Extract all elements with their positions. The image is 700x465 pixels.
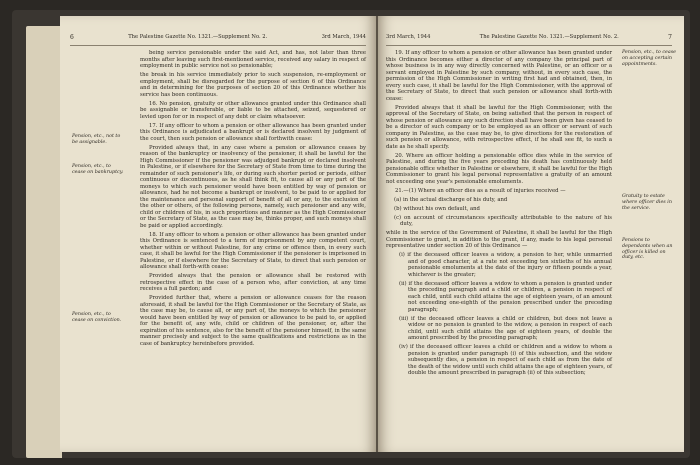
paragraph: the break in his service immediately prior to such suspension, re-employment or employment, shall be disregarded for the purpose of section 6 of this Ordinance and in determining for the purposes of section 20 of this Ordinance whether his service has been continuous.: [140, 72, 366, 98]
paragraph: 19. If any officer to whom a pension or other allowance has been granted under this Ordinance becomes either a director of any company the principal part of whose business is in any way directly concerned with Palestine, or an officer or a servant employed in Palestine by such company, without, in every such case, the permission of the High Commissioner in writing first had and obtained, then, in every such case, it shall be lawful for the High Commissioner, with the approval of the Secretary of State, to direct that such pension or allowance shall forth-with cease:: [386, 50, 612, 102]
sub-clause: (iii) if the deceased officer leaves a child or children, but does not leave a widow or no pension is granted to the widow, a pension in respect of each child, until such child attains the age of eighteen years, of double the amount prescribed by the preceding paragraph;: [399, 315, 612, 341]
paragraph: while in the service of the Government of Palestine, it shall be lawful for the High Commissioner to grant, in addition to the grant, if any, made to his legal personal representative under section 20 of this Ordinance —: [386, 230, 612, 249]
marginal-note: Pension, etc., to cease on bankruptcy.: [72, 164, 124, 175]
left-page: [60, 16, 376, 452]
sub-clause: (iv) if the deceased officer leaves a child or children and a widow to whom a pension is granted under paragraph (i) of this subsection, and the widow subsequently dies, a pension in respect of each child as from the date of the death of the widow until such child attains the age of eighteen years, of double the amount prescribed in paragraph (ii) of this subsection;: [399, 344, 612, 376]
paragraph: Provided always that, in any case where a pension or allowance ceases by reason of the bankruptcy or insolvency of the pensioner, it shall be lawful for the High Commissioner if the pensioner was adjudged bankrupt or declared insolvent in Palestine, or if elsewhere for the Secretary of State from time to time during the remainder of such pensioner's life, or during such shorter period or periods, either continuous or discontinuous, as he shall think fit, to cause all or any part of the moneys to which such pensioner would have been entitled by way of pension or allowance, had he not become a bankrupt or insolvent, to be paid to or applied for the maintenance and personal support of benefit of all or any, to the exclusion of the other or others, of the following persons, namely, such pensioner and any wife, child or children of his, in such proportions and manner as the High Commissioner or the Secretary of State, as the case may be, thinks proper, and such moneys shall be paid or applied accordingly.: [140, 144, 366, 229]
marginal-note: Pension, etc., to cease on conviction.: [72, 312, 122, 323]
paragraph: 20. Where an officer holding a pensionable office dies while in the service of Palestine, and during the five years preceding his death has continuously held pensionable office whether in Palestine or elsewhere, it shall be lawful for the High Commissioner to grant his legal personal representative a gratuity of an amount not exceeding one year's pensionable emoluments.: [386, 152, 612, 185]
paragraph: 16. No pension, gratuity or other allowance granted under this Ordinance shall be assignable or transferable, or liable to be attached, seized, sequestered or levied upon for or in respect of any debt or claim whatsoever.: [140, 100, 366, 120]
left-running-head: [70, 34, 366, 44]
left-text-column: [140, 50, 366, 350]
right-page: [378, 16, 684, 452]
right-text-column: [386, 50, 612, 379]
book-gutter: [376, 16, 378, 452]
marginal-note: Pensions to dependants when an officer is killed on duty, etc.: [622, 238, 673, 261]
right-date: 3rd March, 1944: [386, 34, 431, 40]
marginal-note: Pension, etc., to cease on accepting certain appointments.: [622, 50, 677, 67]
marginal-note: Pension, etc., not to be assignable.: [72, 134, 121, 145]
header-rule: [386, 45, 672, 46]
page-edge: [26, 26, 62, 458]
clause: (c) on account of circumstances specifically attributable to the nature of his duty,: [394, 214, 612, 227]
paragraph: 17. If any officer to whom a pension or other allowance has been granted under this Ordinance is adjudicated a bankrupt or is declared insolvent by judgment of the court, then such pension or allowance shall forthwith cease:: [140, 122, 366, 142]
gazette-book: [12, 10, 690, 458]
paragraph: 21.—(1) Where an officer dies as a result of injuries received —: [395, 187, 566, 194]
paragraph: Provided further that, where a pension or allowance ceases for the reason aforesaid, it shall be lawful for the High Commissioner or the Secretary of State, as the case may be, to cause all, or any part of, the moneys to which the pensioner would have been entitled by way of pension or allowance to be paid to, or applied for the benefit of, any wife, child or children of the pensioner, or, after the expiration of his sentence, also for the benefit of the pensioner himself, in the same manner precisely and subject to the same qualifications and restrictions as in the case of bankruptcy hereinbefore provided.: [140, 295, 366, 347]
left-gazette-title: The Palestine Gazette No. 1321.—Supplement No. 2.: [128, 34, 268, 40]
header-rule: [70, 45, 366, 46]
paragraph: being service pensionable under the said Act, and has, not later than three months after leaving such first-mentioned service, received any salary in respect of employment in public service not so pensionable;: [140, 50, 366, 69]
clause: (b) without his own default, and: [394, 205, 480, 212]
right-gazette-title: The Palestine Gazette No. 1321.—Supplement No. 2.: [479, 34, 619, 40]
sub-clause: (ii) if the deceased officer leaves a widow to whom a pension is granted under the preceding paragraph and a child or children, a pension in respect of each child, until such child attains the age of eighteen years, of an amount not exceeding one-eighth of the pension prescribed under the preceding paragraph;: [399, 280, 612, 313]
right-running-head: [386, 34, 672, 44]
right-page-number: 7: [668, 34, 672, 41]
paragraph: Provided always that it shall be lawful for the High Commissioner, with the approval of the Secretary of State, on being satisfied that the person in respect of whose pension or allowance any such direction shall have been given has ceased to be a director of such company or to be employed as an officer or servant of such company in Palestine, as the case may be, to give directions for the restoration of such pension or allowance, with retrospective effect, if he shall see fit, to such a date as he shall specify.: [386, 104, 612, 150]
paragraph: Provided always that the pension or allowance shall be restored with retrospective effect in the case of a person who, after conviction, at any time receives a full pardon; and: [140, 273, 366, 292]
marginal-note: Gratuity to estate where officer dies in the service.: [622, 194, 672, 211]
paragraph: 18. If any officer to whom a pension or other allowance has been granted under this Ordinance is sentenced to a term of imprisonment by any competent court, whether within or without Palestine, for any crime or offence then, in every such case, it shall be lawful for the High Commissioner if the pensioner is imprisoned in Palestine, or if elsewhere for the Secretary of State, to direct that such pension or allowance shall forth-with cease:: [140, 231, 366, 270]
left-date: 3rd March, 1944: [321, 34, 366, 40]
sub-clause: (i) if the deceased officer leaves a widow, a pension to her, while unmarried and of good character, at a rate not exceeding ten sixtieths of his annual pensionable emoluments at the date of the injury or fifteen pounds a year, whichever is the greater;: [399, 252, 612, 278]
left-page-number: 6: [70, 34, 74, 41]
clause: (a) in the actual discharge of his duty, and: [394, 196, 508, 203]
